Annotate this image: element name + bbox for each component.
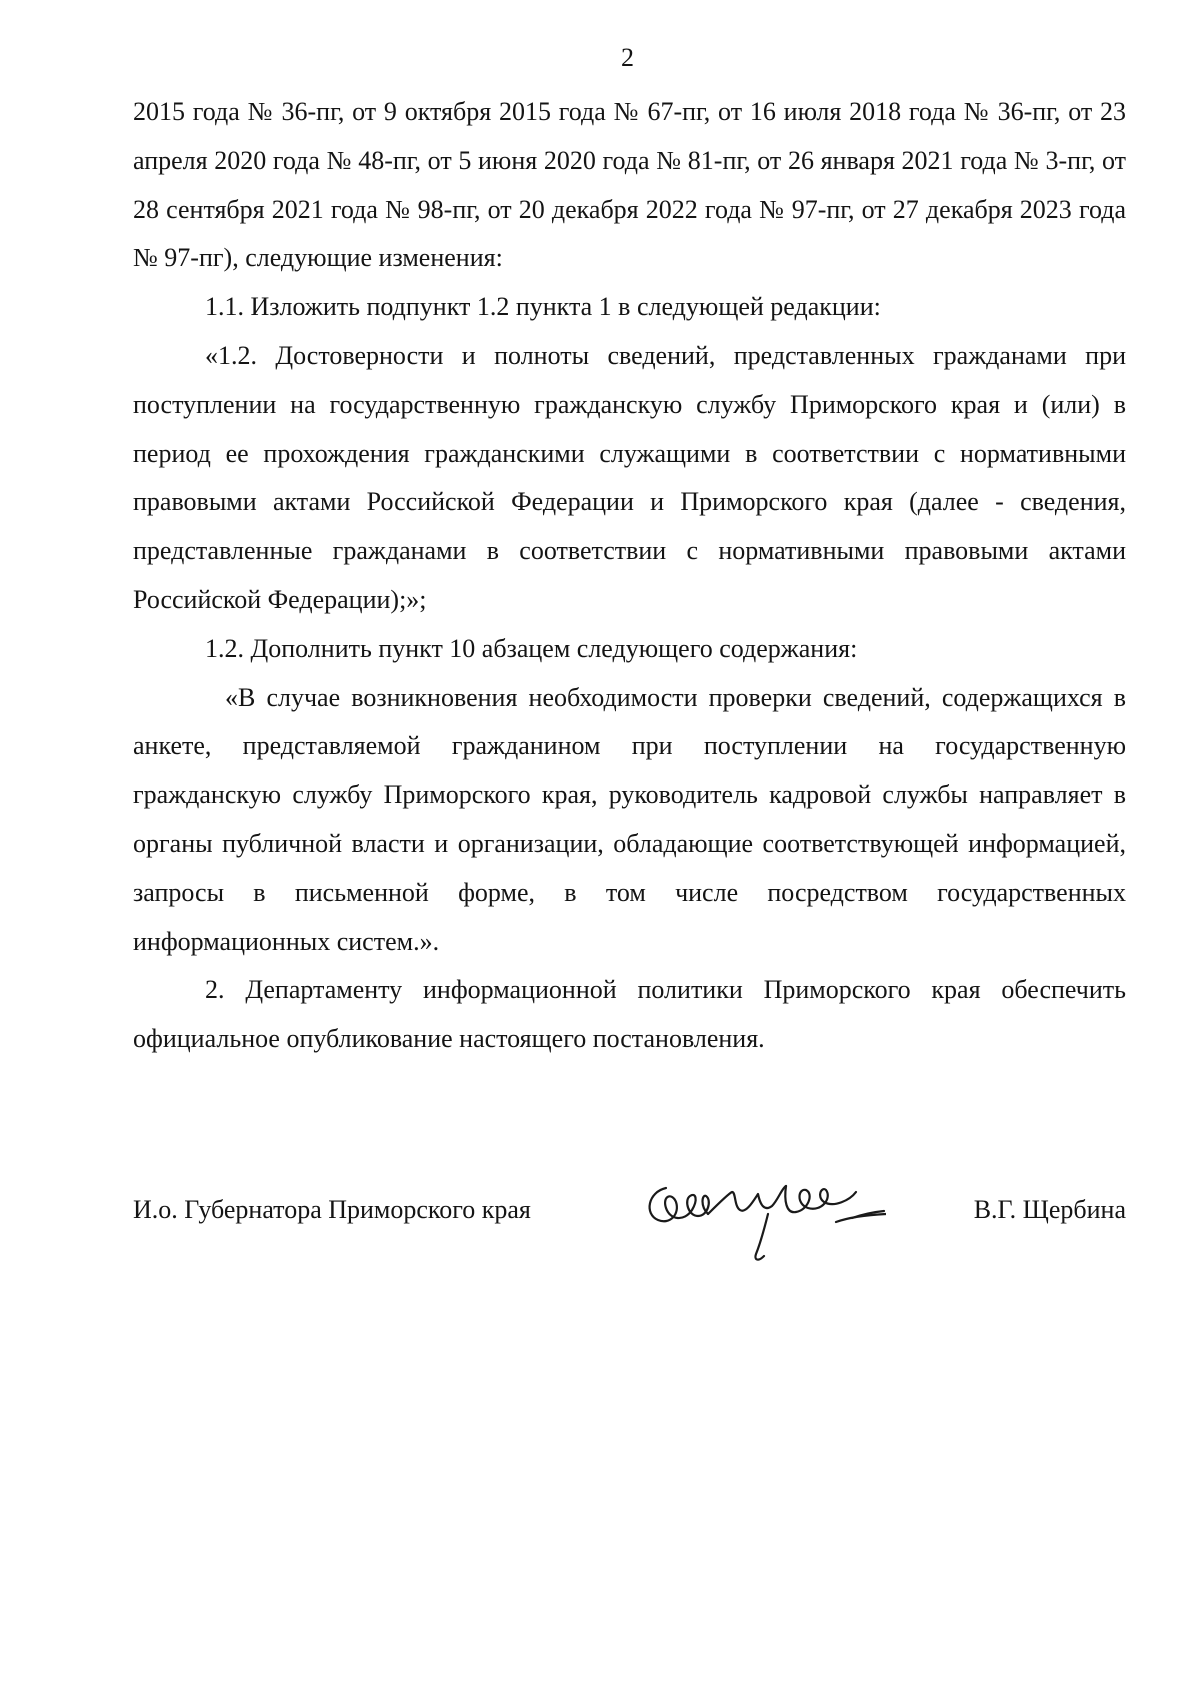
page-number: 2 — [621, 43, 634, 72]
handwritten-signature — [636, 1170, 886, 1280]
signature-block — [133, 1178, 1126, 1298]
signatory-position: И.о. Губернатора Приморского края — [133, 1195, 531, 1224]
paragraph-quote-addition: «В случае возникновения необходимости проверки сведений, содержащихся в анкете, представляемой гражданином при поступлении на государственную гражданскую службу Приморского края, руководитель кадровой службы направляет в органы публичной власти и организации, обладающие соответствующей информацией, запросы в письменной форме, в том числе посредством государственных информационных систем.». — [133, 682, 1126, 956]
paragraph-continuation: 2015 года № 36-пг, от 9 октября 2015 года № 67-пг, от 16 июля 2018 года № 36-пг, от 23 апреля 2020 года № 48-пг, от 5 июня 2020 года № 81-пг, от 26 января 2021 года № 3-пг, от 28 сентября 2021 года № 98-пг, от 20 декабря 2022 года № 97-пг, от 27 декабря 2023 года № 97-пг), следующие изменения: — [133, 97, 1126, 273]
paragraph-item-2: 2. Департаменту информационной политики Приморского края обеспечить официальное опубликование настоящего постановления. — [133, 975, 1126, 1054]
signatory-name: В.Г. Щербина — [973, 1195, 1126, 1224]
document-body — [133, 88, 1126, 1064]
paragraph-item-1-2: 1.2. Дополнить пункт 10 абзацем следующего содержания: — [205, 633, 858, 663]
paragraph-quote-1-2: «1.2. Достоверности и полноты сведений, представленных гражданами при поступлении на государственную гражданскую службу Приморского края и (или) в период ее прохождения гражданскими служащими в соответствии с нормативными правовыми актами Российской Федерации и Приморского края (далее - сведения, представленные гражданами в соответствии с нормативными правовыми актами Российской Федерации);»; — [133, 340, 1126, 614]
paragraph-item-1-1: 1.1. Изложить подпункт 1.2 пункта 1 в следующей редакции: — [205, 292, 881, 322]
